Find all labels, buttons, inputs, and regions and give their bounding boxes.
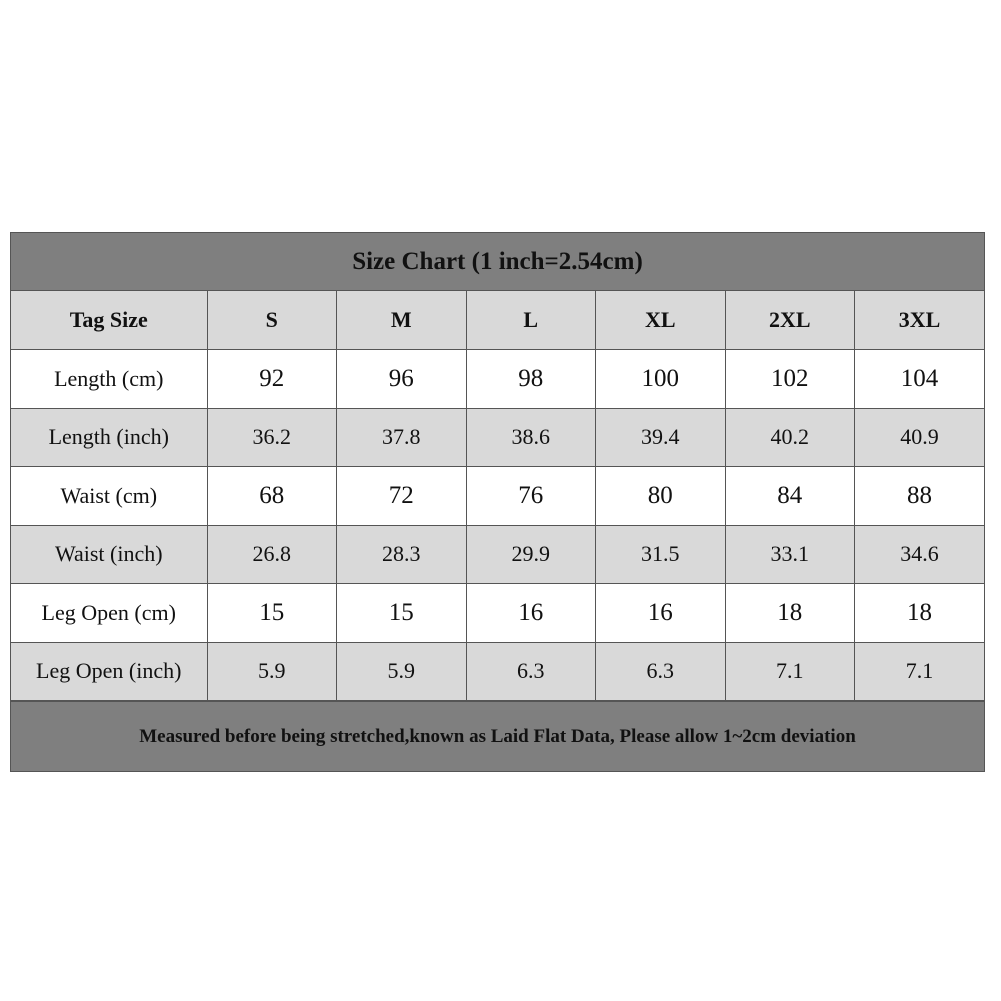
table-row <box>11 467 984 526</box>
row-label: Waist (inch) <box>11 525 207 584</box>
size-header-3xl: 3XL <box>855 291 985 350</box>
size-header-s: S <box>207 291 337 350</box>
table-cell: 92 <box>207 350 337 409</box>
table-cell: 15 <box>337 584 467 643</box>
table-cell: 16 <box>466 584 596 643</box>
table-cell: 102 <box>725 350 855 409</box>
table-cell: 16 <box>596 584 726 643</box>
table-cell: 28.3 <box>337 525 467 584</box>
row-label: Length (inch) <box>11 408 207 467</box>
table-cell: 98 <box>466 350 596 409</box>
table-cell: 37.8 <box>337 408 467 467</box>
table-cell: 76 <box>466 467 596 526</box>
header-row <box>11 291 984 350</box>
table-cell: 18 <box>855 584 985 643</box>
measurement-note: Measured before being stretched,known as Laid Flat Data, Please allow 1~2cm deviation <box>11 701 984 771</box>
table-cell: 68 <box>207 467 337 526</box>
table-cell: 5.9 <box>337 642 467 701</box>
table-cell: 80 <box>596 467 726 526</box>
row-label: Leg Open (inch) <box>11 642 207 701</box>
table-row <box>11 350 984 409</box>
table-cell: 88 <box>855 467 985 526</box>
row-label: Length (cm) <box>11 350 207 409</box>
table-cell: 40.9 <box>855 408 985 467</box>
size-table <box>11 291 984 701</box>
size-header-2xl: 2XL <box>725 291 855 350</box>
table-cell: 39.4 <box>596 408 726 467</box>
table-row <box>11 408 984 467</box>
row-label: Leg Open (cm) <box>11 584 207 643</box>
chart-title: Size Chart (1 inch=2.54cm) <box>11 233 984 291</box>
table-cell: 29.9 <box>466 525 596 584</box>
table-cell: 33.1 <box>725 525 855 584</box>
table-row <box>11 642 984 701</box>
table-cell: 18 <box>725 584 855 643</box>
table-cell: 31.5 <box>596 525 726 584</box>
table-cell: 40.2 <box>725 408 855 467</box>
table-cell: 100 <box>596 350 726 409</box>
table-cell: 15 <box>207 584 337 643</box>
table-cell: 7.1 <box>855 642 985 701</box>
size-header-xl: XL <box>596 291 726 350</box>
table-cell: 34.6 <box>855 525 985 584</box>
row-label: Waist (cm) <box>11 467 207 526</box>
table-cell: 26.8 <box>207 525 337 584</box>
table-cell: 104 <box>855 350 985 409</box>
table-cell: 6.3 <box>466 642 596 701</box>
table-cell: 84 <box>725 467 855 526</box>
table-cell: 7.1 <box>725 642 855 701</box>
table-cell: 6.3 <box>596 642 726 701</box>
header-label: Tag Size <box>11 291 207 350</box>
table-cell: 36.2 <box>207 408 337 467</box>
size-chart <box>10 232 985 772</box>
table-cell: 5.9 <box>207 642 337 701</box>
table-row <box>11 525 984 584</box>
table-cell: 72 <box>337 467 467 526</box>
size-header-m: M <box>337 291 467 350</box>
table-cell: 38.6 <box>466 408 596 467</box>
table-row <box>11 584 984 643</box>
size-header-l: L <box>466 291 596 350</box>
table-cell: 96 <box>337 350 467 409</box>
